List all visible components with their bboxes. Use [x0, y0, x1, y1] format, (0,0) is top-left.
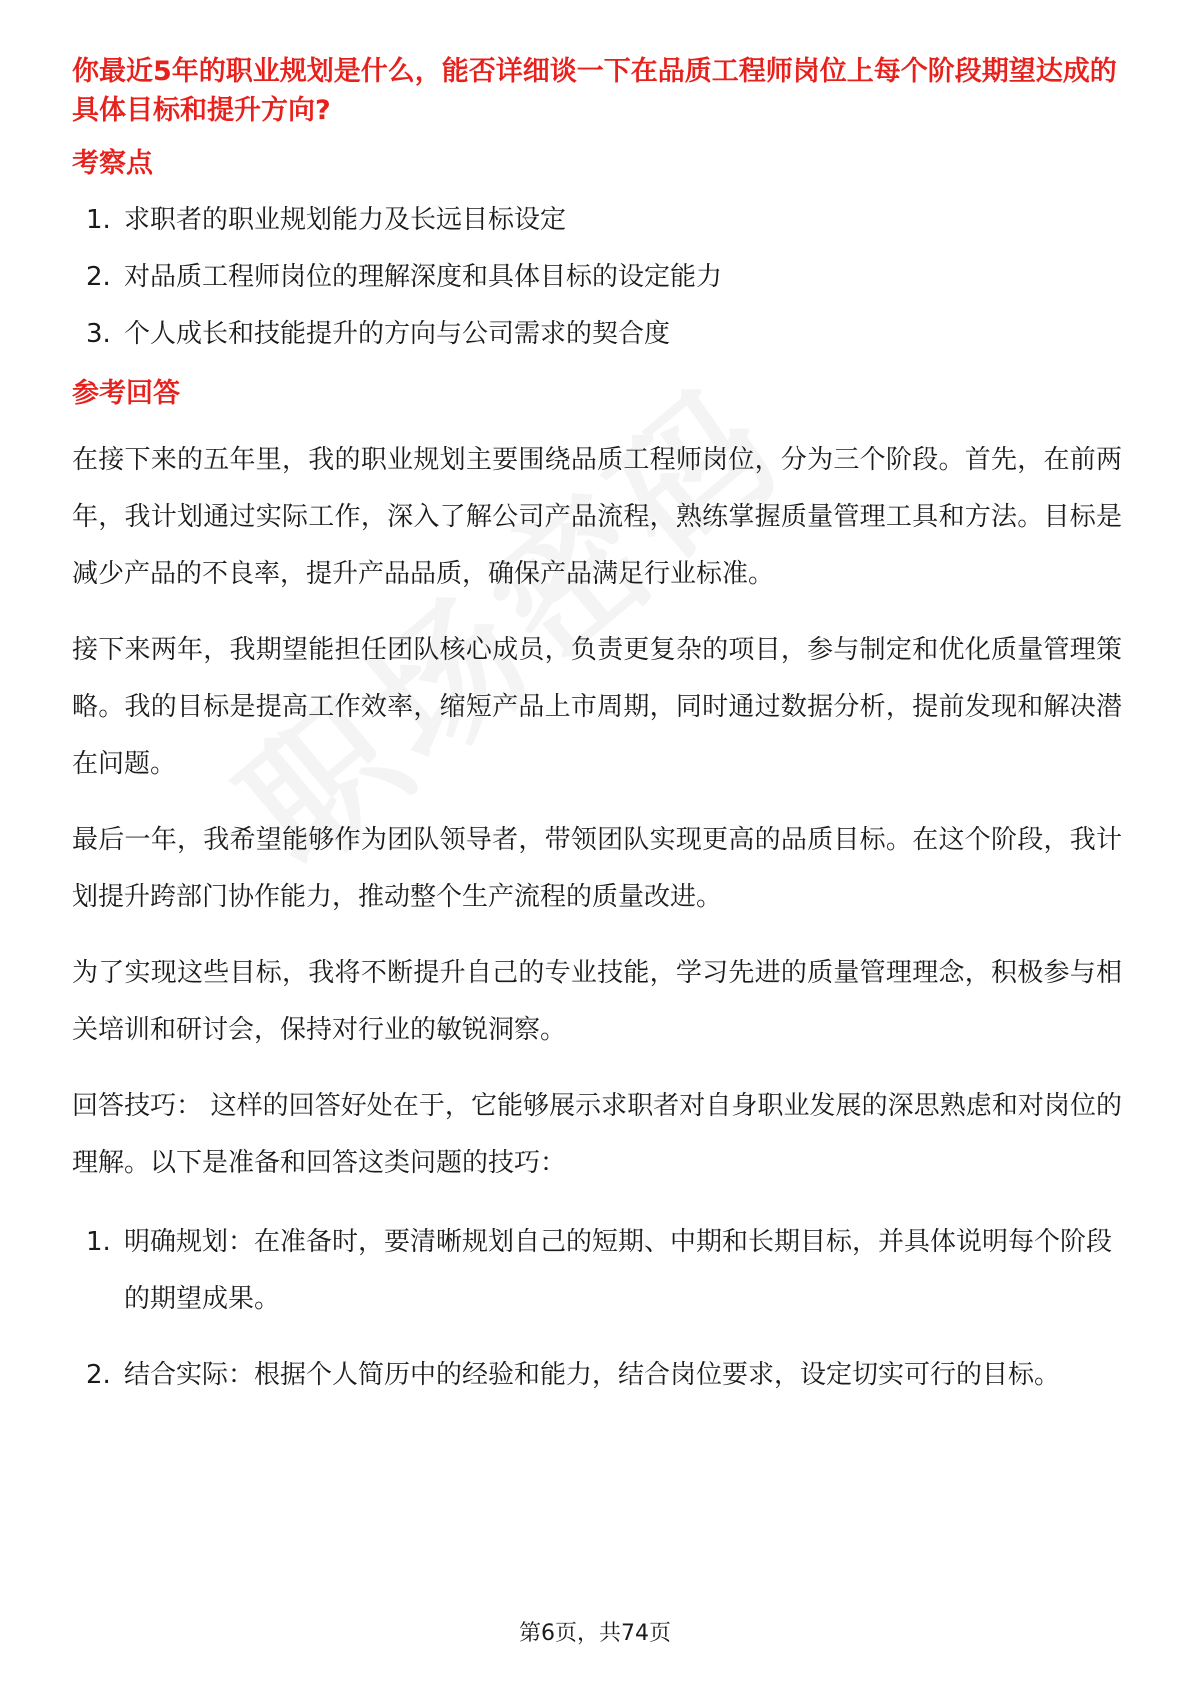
list-item-number: 3.	[86, 319, 111, 349]
tips-list	[72, 1214, 1122, 1404]
tips-intro-paragraph: 回答技巧： 这样的回答好处在于，它能够展示求职者对自身职业发展的深思熟虑和对岗位的理解。以下是准备和回答这类问题的技巧：	[72, 1091, 1122, 1178]
document-body	[72, 52, 1122, 1423]
list-item-text: 结合实际：根据个人简历中的经验和能力，结合岗位要求，设定切实可行的目标。	[124, 1360, 1061, 1390]
answer-paragraph: 在接下来的五年里，我的职业规划主要围绕品质工程师岗位，分为三个阶段。首先，在前两年，我计划通过实际工作，深入了解公司产品流程，熟练掌握质量管理工具和方法。目标是减少产品的不良率，提升产品品质，确保产品满足行业标准。	[72, 445, 1122, 589]
list-item	[72, 1214, 1122, 1328]
list-item	[72, 200, 1122, 240]
list-item-number: 2.	[86, 1360, 111, 1390]
list-item-number: 1.	[86, 205, 111, 235]
answer-paragraph: 为了实现这些目标，我将不断提升自己的专业技能，学习先进的质量管理理念，积极参与相关培训和研讨会，保持对行业的敏锐洞察。	[72, 958, 1122, 1045]
list-item-number: 1.	[86, 1227, 111, 1257]
page-number-footer: 第6页，共74页	[519, 1621, 671, 1646]
list-item-text: 明确规划：在准备时，要清晰规划自己的短期、中期和长期目标，并具体说明每个阶段的期望成果。	[124, 1227, 1113, 1314]
answer-paragraph: 接下来两年，我期望能担任团队核心成员，负责更复杂的项目，参与制定和优化质量管理策略。我的目标是提高工作效率，缩短产品上市周期，同时通过数据分析，提前发现和解决潜在问题。	[72, 635, 1122, 779]
list-item-text: 求职者的职业规划能力及长远目标设定	[124, 205, 567, 235]
list-item	[72, 314, 1122, 354]
list-item	[72, 1347, 1122, 1404]
question-heading: 你最近5年的职业规划是什么，能否详细谈一下在品质工程师岗位上每个阶段期望达成的具体目标和提升方向?	[72, 56, 1117, 126]
list-item-number: 2.	[86, 262, 111, 292]
answer-section-title: 参考回答	[72, 378, 180, 409]
list-item-text: 对品质工程师岗位的理解深度和具体目标的设定能力	[124, 262, 723, 292]
answer-paragraph: 最后一年，我希望能够作为团队领导者，带领团队实现更高的品质目标。在这个阶段，我计划提升跨部门协作能力，推动整个生产流程的质量改进。	[72, 825, 1122, 912]
points-section-title: 考察点	[72, 148, 153, 179]
points-list	[72, 200, 1122, 354]
list-item	[72, 257, 1122, 297]
list-item-text: 个人成长和技能提升的方向与公司需求的契合度	[124, 319, 671, 349]
